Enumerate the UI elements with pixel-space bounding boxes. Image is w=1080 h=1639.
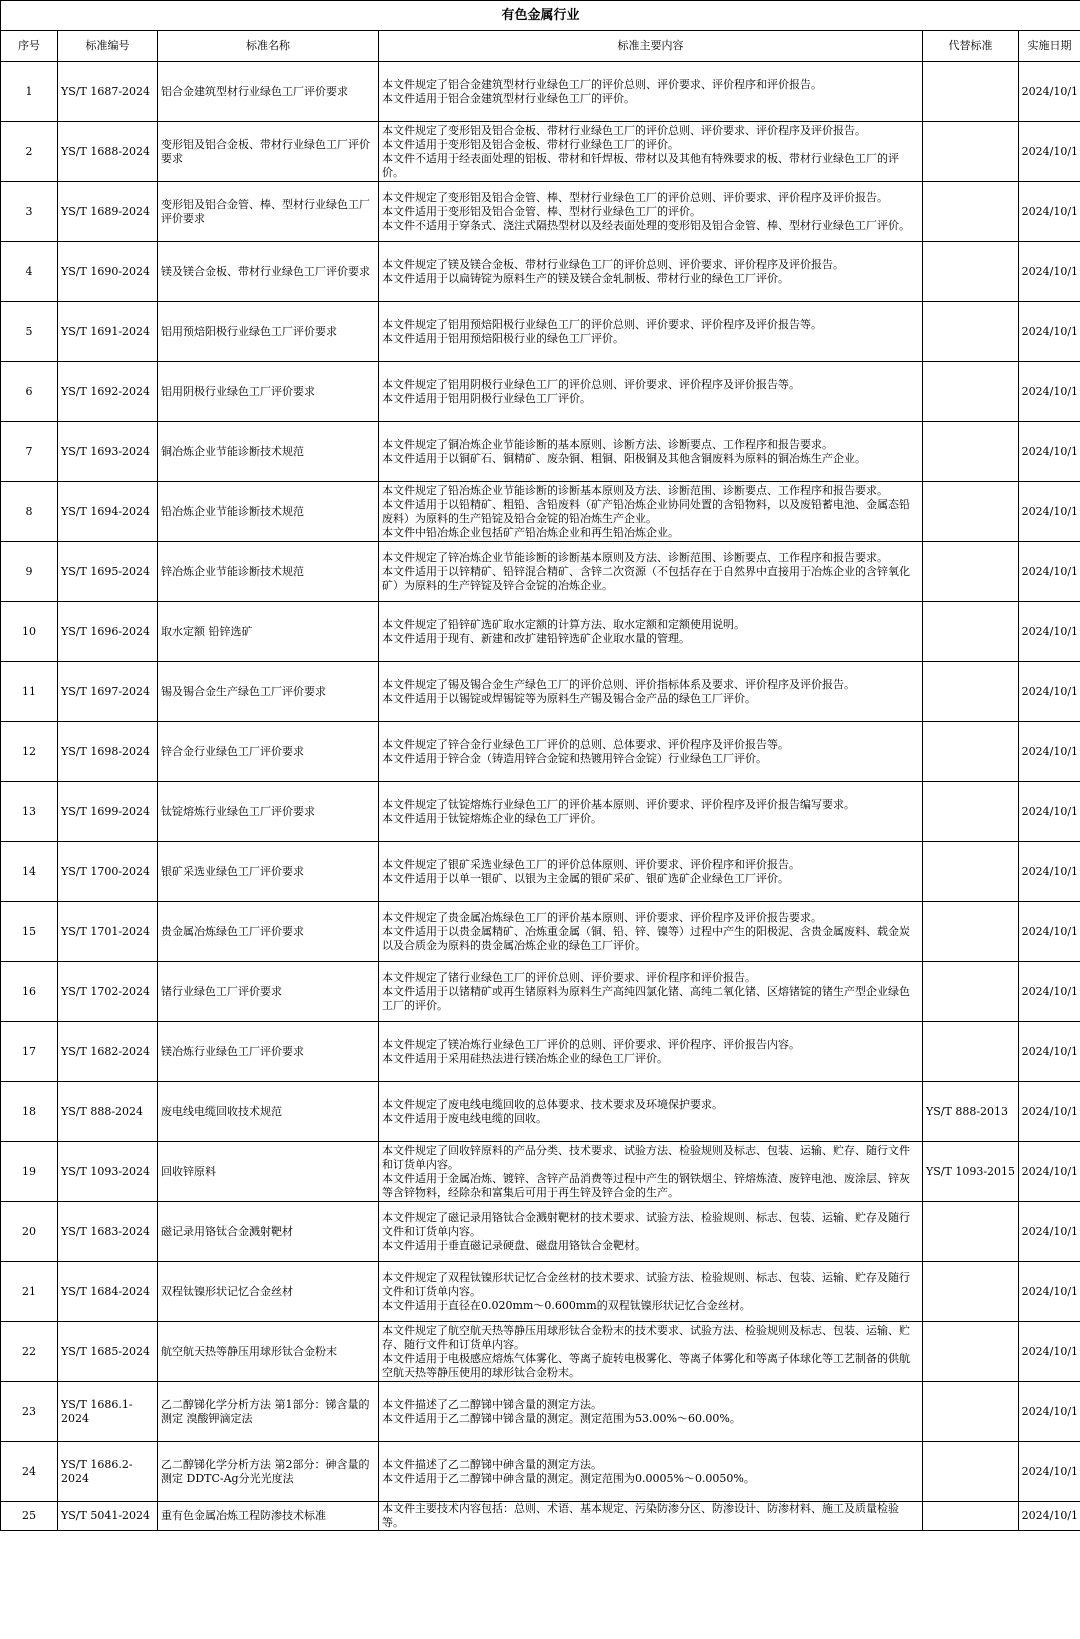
cell-standard-name: 锌冶炼企业节能诊断技术规范 bbox=[158, 542, 379, 602]
content-line: 本文件适用于铝用预焙阳极行业的绿色工厂评价。 bbox=[382, 331, 624, 345]
table-row bbox=[1, 362, 1080, 422]
cell-standard-name: 银矿采选业绿色工厂评价要求 bbox=[158, 842, 379, 902]
cell-content bbox=[379, 722, 923, 782]
cell-replaces bbox=[923, 242, 1019, 302]
cell-replaces bbox=[923, 722, 1019, 782]
cell-replaces bbox=[923, 182, 1019, 242]
cell-seq: 5 bbox=[1, 302, 58, 362]
cell-date: 2024/10/1 bbox=[1019, 1502, 1080, 1531]
cell-content bbox=[379, 362, 923, 422]
cell-content bbox=[379, 62, 923, 122]
cell-standard-name: 重有色金属冶炼工程防渗技术标准 bbox=[158, 1502, 379, 1531]
cell-replaces bbox=[923, 422, 1019, 482]
cell-standard-name: 钛锭熔炼行业绿色工厂评价要求 bbox=[158, 782, 379, 842]
cell-replaces: YS/T 1093-2015 bbox=[923, 1142, 1019, 1202]
cell-seq: 8 bbox=[1, 482, 58, 542]
cell-standard-number: YS/T 1684-2024 bbox=[58, 1262, 158, 1322]
cell-standard-name: 变形铝及铝合金板、带材行业绿色工厂评价要求 bbox=[158, 122, 379, 182]
cell-date: 2024/10/1 bbox=[1019, 1202, 1080, 1262]
cell-replaces bbox=[923, 842, 1019, 902]
content-line: 本文件适用于锌合金（铸造用锌合金锭和热镀用锌合金锭）行业绿色工厂评价。 bbox=[382, 751, 767, 765]
content-line: 本文件规定了回收锌原料的产品分类、技术要求、试验方法、检验规则及标志、包装、运输、贮存、随行文件和订货单内容。 bbox=[382, 1143, 910, 1171]
cell-standard-number: YS/T 1689-2024 bbox=[58, 182, 158, 242]
cell-content bbox=[379, 1082, 923, 1142]
cell-seq: 3 bbox=[1, 182, 58, 242]
cell-standard-number: YS/T 888-2024 bbox=[58, 1082, 158, 1142]
cell-replaces bbox=[923, 602, 1019, 662]
cell-standard-name: 铝用阴极行业绿色工厂评价要求 bbox=[158, 362, 379, 422]
cell-seq: 19 bbox=[1, 1142, 58, 1202]
content-line: 本文件适用于铝合金建筑型材行业绿色工厂的评价。 bbox=[382, 91, 635, 105]
cell-standard-number: YS/T 1699-2024 bbox=[58, 782, 158, 842]
cell-seq: 24 bbox=[1, 1442, 58, 1502]
cell-seq: 9 bbox=[1, 542, 58, 602]
content-line: 本文件规定了镁冶炼行业绿色工厂评价的总则、评价要求、评价程序、评价报告内容。 bbox=[382, 1037, 800, 1051]
cell-standard-name: 取水定额 铅锌选矿 bbox=[158, 602, 379, 662]
cell-content bbox=[379, 1022, 923, 1082]
content-line: 本文件规定了铜冶炼企业节能诊断的基本原则、诊断方法、诊断要点、工作程序和报告要求。 bbox=[382, 437, 833, 451]
cell-replaces bbox=[923, 542, 1019, 602]
content-line: 本文件规定了锌冶炼企业节能诊断的诊断基本原则及方法、诊断范围、诊断要点、工作程序和报告要求。 bbox=[382, 550, 888, 564]
cell-content bbox=[379, 782, 923, 842]
cell-content bbox=[379, 1262, 923, 1322]
cell-date: 2024/10/1 bbox=[1019, 1142, 1080, 1202]
table-row bbox=[1, 122, 1080, 182]
content-line: 本文件中铅冶炼企业包括矿产铅冶炼企业和再生铅冶炼企业。 bbox=[382, 525, 679, 539]
cell-standard-number: YS/T 1686.2-2024 bbox=[58, 1442, 158, 1502]
cell-content bbox=[379, 1322, 923, 1382]
content-line: 本文件适用于废电线电缆的回收。 bbox=[382, 1111, 547, 1125]
cell-seq: 6 bbox=[1, 362, 58, 422]
cell-standard-name: 铅冶炼企业节能诊断技术规范 bbox=[158, 482, 379, 542]
content-line: 本文件规定了银矿采选业绿色工厂的评价总体原则、评价要求、评价程序和评价报告。 bbox=[382, 857, 800, 871]
content-line: 本文件规定了铝合金建筑型材行业绿色工厂的评价总则、评价要求、评价程序和评价报告。 bbox=[382, 77, 822, 91]
cell-content bbox=[379, 242, 923, 302]
content-line: 本文件适用于以铜矿石、铜精矿、废杂铜、粗铜、阳极铜及其他含铜废料为原料的铜冶炼生产企业。 bbox=[382, 451, 866, 465]
content-line: 本文件适用于以扁铸锭为原料生产的镁及镁合金轧制板、带材行业的绿色工厂评价。 bbox=[382, 271, 789, 285]
header-number: 标准编号 bbox=[58, 31, 158, 62]
cell-replaces bbox=[923, 1322, 1019, 1382]
cell-seq: 13 bbox=[1, 782, 58, 842]
cell-seq: 20 bbox=[1, 1202, 58, 1262]
content-line: 本文件适用于以贵金属精矿、冶炼重金属（铜、铅、锌、镍等）过程中产生的阳极泥、含贵金属废料、载金炭以及合质金为原料的贵金属冶炼企业的绿色工厂评价。 bbox=[382, 924, 910, 952]
cell-standard-name: 双程钛镍形状记忆合金丝材 bbox=[158, 1262, 379, 1322]
content-line: 本文件适用于垂直磁记录硬盘、磁盘用铬钛合金靶材。 bbox=[382, 1238, 646, 1252]
cell-date: 2024/10/1 bbox=[1019, 1442, 1080, 1502]
cell-seq: 12 bbox=[1, 722, 58, 782]
cell-standard-number: YS/T 1686.1-2024 bbox=[58, 1382, 158, 1442]
cell-standard-number: YS/T 1687-2024 bbox=[58, 62, 158, 122]
cell-standard-number: YS/T 1688-2024 bbox=[58, 122, 158, 182]
table-row bbox=[1, 242, 1080, 302]
cell-standard-number: YS/T 1690-2024 bbox=[58, 242, 158, 302]
content-line: 本文件描述了乙二醇锑中砷含量的测定方法。 bbox=[382, 1457, 602, 1471]
content-line: 本文件适用于以锗精矿或再生锗原料为原料生产高纯四氯化锗、高纯二氧化锗、区熔锗锭的锗生产型企业绿色工厂的评价。 bbox=[382, 984, 910, 1012]
content-line: 本文件不适用于经表面处理的铝板、带材和钎焊板、带材以及其他有特殊要求的板、带材行业绿色工厂的评价。 bbox=[382, 151, 899, 179]
table-row bbox=[1, 1382, 1080, 1442]
cell-date: 2024/10/1 bbox=[1019, 1262, 1080, 1322]
table-row bbox=[1, 542, 1080, 602]
cell-replaces bbox=[923, 1202, 1019, 1262]
content-line: 本文件不适用于穿条式、浇注式隔热型材以及经表面处理的变形铝及铝合金管、棒、型材行业绿色工厂评价。 bbox=[382, 218, 910, 232]
content-line: 本文件规定了铅锌矿选矿取水定额的计算方法、取水定额和定额使用说明。 bbox=[382, 617, 745, 631]
cell-standard-number: YS/T 1093-2024 bbox=[58, 1142, 158, 1202]
cell-standard-number: YS/T 1692-2024 bbox=[58, 362, 158, 422]
cell-content bbox=[379, 1382, 923, 1442]
cell-date: 2024/10/1 bbox=[1019, 1382, 1080, 1442]
cell-standard-name: 乙二醇锑化学分析方法 第2部分：砷含量的测定 DDTC-Ag分光光度法 bbox=[158, 1442, 379, 1502]
cell-date: 2024/10/1 bbox=[1019, 182, 1080, 242]
cell-replaces bbox=[923, 782, 1019, 842]
cell-replaces bbox=[923, 1502, 1019, 1531]
cell-standard-number: YS/T 1702-2024 bbox=[58, 962, 158, 1022]
content-line: 本文件适用于金属冶炼、镀锌、含锌产品消费等过程中产生的钢铁烟尘、锌熔炼渣、废锌电池、废涂层、锌灰等含锌物料，经除杂和富集后可用于再生锌及锌合金的生产。 bbox=[382, 1171, 910, 1199]
cell-content bbox=[379, 902, 923, 962]
content-line: 本文件规定了钛锭熔炼行业绿色工厂的评价基本原则、评价要求、评价程序及评价报告编写要求。 bbox=[382, 797, 855, 811]
content-line: 本文件适用于以锡锭或焊锡锭等为原料生产锡及锡合金产品的绿色工厂评价。 bbox=[382, 691, 756, 705]
content-line: 本文件适用于以铅精矿、粗铅、含铅废料（矿产铅冶炼企业协同处置的含铅物料，以及废铅蓄电池、金属态铅废料）为原料的生产铅锭及铅合金锭的铅冶炼生产企业。 bbox=[382, 497, 910, 525]
cell-standard-number: YS/T 1691-2024 bbox=[58, 302, 158, 362]
content-line: 本文件规定了锡及锡合金生产绿色工厂的评价总则、评价指标体系及要求、评价程序及评价报告。 bbox=[382, 677, 855, 691]
content-line: 本文件规定了铝用预焙阳极行业绿色工厂的评价总则、评价要求、评价程序及评价报告等。 bbox=[382, 317, 822, 331]
cell-standard-name: 回收锌原料 bbox=[158, 1142, 379, 1202]
content-line: 本文件规定了变形铝及铝合金管、棒、型材行业绿色工厂的评价总则、评价要求、评价程序及评价报告。 bbox=[382, 190, 888, 204]
cell-replaces bbox=[923, 362, 1019, 422]
cell-content bbox=[379, 482, 923, 542]
cell-replaces bbox=[923, 122, 1019, 182]
header-date: 实施日期 bbox=[1019, 31, 1080, 62]
table-row bbox=[1, 1202, 1080, 1262]
content-line: 本文件规定了铅冶炼企业节能诊断的诊断基本原则及方法、诊断范围、诊断要点、工作程序和报告要求。 bbox=[382, 483, 888, 497]
cell-date: 2024/10/1 bbox=[1019, 422, 1080, 482]
cell-seq: 21 bbox=[1, 1262, 58, 1322]
cell-date: 2024/10/1 bbox=[1019, 362, 1080, 422]
cell-standard-name: 乙二醇锑化学分析方法 第1部分：锑含量的测定 溴酸钾滴定法 bbox=[158, 1382, 379, 1442]
cell-replaces bbox=[923, 1262, 1019, 1322]
cell-seq: 22 bbox=[1, 1322, 58, 1382]
cell-standard-number: YS/T 1697-2024 bbox=[58, 662, 158, 722]
table-row bbox=[1, 482, 1080, 542]
cell-replaces bbox=[923, 62, 1019, 122]
cell-content bbox=[379, 962, 923, 1022]
cell-date: 2024/10/1 bbox=[1019, 542, 1080, 602]
cell-content bbox=[379, 1202, 923, 1262]
cell-content bbox=[379, 842, 923, 902]
cell-standard-name: 镁冶炼行业绿色工厂评价要求 bbox=[158, 1022, 379, 1082]
cell-standard-name: 锡及锡合金生产绿色工厂评价要求 bbox=[158, 662, 379, 722]
table-row bbox=[1, 1262, 1080, 1322]
cell-date: 2024/10/1 bbox=[1019, 302, 1080, 362]
cell-date: 2024/10/1 bbox=[1019, 842, 1080, 902]
cell-standard-number: YS/T 1683-2024 bbox=[58, 1202, 158, 1262]
cell-seq: 16 bbox=[1, 962, 58, 1022]
cell-standard-number: YS/T 1695-2024 bbox=[58, 542, 158, 602]
content-line: 本文件规定了磁记录用铬钛合金溅射靶材的技术要求、试验方法、检验规则、标志、包装、运输、贮存及随行文件和订货单内容。 bbox=[382, 1210, 910, 1238]
cell-replaces bbox=[923, 662, 1019, 722]
cell-date: 2024/10/1 bbox=[1019, 1322, 1080, 1382]
header-name: 标准名称 bbox=[158, 31, 379, 62]
content-line: 本文件规定了锗行业绿色工厂的评价总则、评价要求、评价程序和评价报告。 bbox=[382, 970, 756, 984]
table-row bbox=[1, 962, 1080, 1022]
content-line: 本文件规定了变形铝及铝合金板、带材行业绿色工厂的评价总则、评价要求、评价程序及评价报告。 bbox=[382, 123, 866, 137]
cell-seq: 15 bbox=[1, 902, 58, 962]
content-line: 本文件适用于直径在0.020mm～0.600mm的双程钛镍形状记忆合金丝材。 bbox=[382, 1298, 751, 1312]
cell-seq: 25 bbox=[1, 1502, 58, 1531]
cell-seq: 1 bbox=[1, 62, 58, 122]
cell-standard-number: YS/T 5041-2024 bbox=[58, 1502, 158, 1531]
table-row bbox=[1, 602, 1080, 662]
cell-seq: 7 bbox=[1, 422, 58, 482]
cell-standard-number: YS/T 1700-2024 bbox=[58, 842, 158, 902]
cell-standard-name: 航空航天热等静压用球形钛合金粉末 bbox=[158, 1322, 379, 1382]
cell-standard-name: 锗行业绿色工厂评价要求 bbox=[158, 962, 379, 1022]
table-row bbox=[1, 422, 1080, 482]
cell-replaces bbox=[923, 902, 1019, 962]
table-row bbox=[1, 1022, 1080, 1082]
table-row bbox=[1, 662, 1080, 722]
header-seq: 序号 bbox=[1, 31, 58, 62]
cell-date: 2024/10/1 bbox=[1019, 122, 1080, 182]
cell-seq: 17 bbox=[1, 1022, 58, 1082]
cell-standard-number: YS/T 1685-2024 bbox=[58, 1322, 158, 1382]
cell-standard-number: YS/T 1693-2024 bbox=[58, 422, 158, 482]
cell-date: 2024/10/1 bbox=[1019, 1022, 1080, 1082]
cell-standard-name: 贵金属冶炼绿色工厂评价要求 bbox=[158, 902, 379, 962]
cell-replaces bbox=[923, 962, 1019, 1022]
table-row bbox=[1, 182, 1080, 242]
cell-date: 2024/10/1 bbox=[1019, 662, 1080, 722]
cell-content bbox=[379, 422, 923, 482]
cell-standard-name: 磁记录用铬钛合金溅射靶材 bbox=[158, 1202, 379, 1262]
cell-content bbox=[379, 1442, 923, 1502]
cell-date: 2024/10/1 bbox=[1019, 482, 1080, 542]
cell-replaces: YS/T 888-2013 bbox=[923, 1082, 1019, 1142]
content-line: 本文件规定了废电线电缆回收的总体要求、技术要求及环境保护要求。 bbox=[382, 1097, 723, 1111]
table-row bbox=[1, 902, 1080, 962]
cell-replaces bbox=[923, 1022, 1019, 1082]
content-line: 本文件适用于乙二醇锑中砷含量的测定。测定范围为0.0005%～0.0050%。 bbox=[382, 1471, 755, 1485]
cell-date: 2024/10/1 bbox=[1019, 782, 1080, 842]
content-line: 本文件规定了镁及镁合金板、带材行业绿色工厂的评价总则、评价要求、评价程序及评价报告。 bbox=[382, 257, 844, 271]
cell-content bbox=[379, 1502, 923, 1531]
cell-content bbox=[379, 122, 923, 182]
cell-seq: 23 bbox=[1, 1382, 58, 1442]
cell-replaces bbox=[923, 1442, 1019, 1502]
cell-content bbox=[379, 542, 923, 602]
cell-content bbox=[379, 602, 923, 662]
cell-standard-name: 铝用预焙阳极行业绿色工厂评价要求 bbox=[158, 302, 379, 362]
cell-content bbox=[379, 302, 923, 362]
content-line: 本文件适用于以单一银矿、以银为主金属的银矿采矿、银矿选矿企业绿色工厂评价。 bbox=[382, 871, 789, 885]
cell-seq: 18 bbox=[1, 1082, 58, 1142]
cell-standard-number: YS/T 1698-2024 bbox=[58, 722, 158, 782]
cell-date: 2024/10/1 bbox=[1019, 722, 1080, 782]
table-row bbox=[1, 782, 1080, 842]
content-line: 本文件规定了铝用阴极行业绿色工厂的评价总则、评价要求、评价程序及评价报告等。 bbox=[382, 377, 800, 391]
table-row bbox=[1, 1322, 1080, 1382]
header-replaces: 代替标准 bbox=[923, 31, 1019, 62]
content-line: 本文件适用于变形铝及铝合金管、棒、型材行业绿色工厂的评价。 bbox=[382, 204, 701, 218]
table-row bbox=[1, 1142, 1080, 1202]
content-line: 本文件适用于变形铝及铝合金板、带材行业绿色工厂的评价。 bbox=[382, 137, 679, 151]
cell-content bbox=[379, 662, 923, 722]
cell-replaces bbox=[923, 1382, 1019, 1442]
content-line: 本文件适用于现有、新建和改扩建铅锌选矿企业取水量的管理。 bbox=[382, 631, 690, 645]
content-line: 本文件适用于铝用阴极行业绿色工厂评价。 bbox=[382, 391, 591, 405]
cell-standard-number: YS/T 1701-2024 bbox=[58, 902, 158, 962]
cell-content bbox=[379, 182, 923, 242]
cell-standard-name: 废电线电缆回收技术规范 bbox=[158, 1082, 379, 1142]
cell-seq: 4 bbox=[1, 242, 58, 302]
header-content: 标准主要内容 bbox=[379, 31, 923, 62]
cell-seq: 11 bbox=[1, 662, 58, 722]
table-row bbox=[1, 1082, 1080, 1142]
cell-standard-name: 铜冶炼企业节能诊断技术规范 bbox=[158, 422, 379, 482]
cell-standard-number: YS/T 1682-2024 bbox=[58, 1022, 158, 1082]
table-row bbox=[1, 1442, 1080, 1502]
content-line: 本文件规定了锌合金行业绿色工厂评价的总则、总体要求、评价程序及评价报告等。 bbox=[382, 737, 789, 751]
cell-date: 2024/10/1 bbox=[1019, 902, 1080, 962]
cell-date: 2024/10/1 bbox=[1019, 62, 1080, 122]
cell-date: 2024/10/1 bbox=[1019, 962, 1080, 1022]
cell-replaces bbox=[923, 482, 1019, 542]
content-line: 本文件适用于钛锭熔炼企业的绿色工厂评价。 bbox=[382, 811, 602, 825]
content-line: 本文件适用于以锌精矿、铅锌混合精矿、含锌二次资源（不包括存在于自然界中直接用于冶炼企业的含锌氧化矿）为原料的生产锌锭及锌合金锭的冶炼企业。 bbox=[382, 564, 910, 592]
cell-seq: 2 bbox=[1, 122, 58, 182]
table-row bbox=[1, 722, 1080, 782]
content-line: 本文件适用于乙二醇锑中锑含量的测定。测定范围为53.00%～60.00%。 bbox=[382, 1411, 741, 1425]
content-line: 本文件主要技术内容包括：总则、术语、基本规定、污染防渗分区、防渗设计、防渗材料、施工及质量检验等。 bbox=[382, 1502, 899, 1529]
content-line: 本文件规定了航空航天热等静压用球形钛合金粉末的技术要求、试验方法、检验规则及标志、包装、运输、贮存、随行文件和订货单内容。 bbox=[382, 1323, 910, 1351]
content-line: 本文件适用于采用硅热法进行镁冶炼企业的绿色工厂评价。 bbox=[382, 1051, 668, 1065]
table-row bbox=[1, 302, 1080, 362]
content-line: 本文件规定了贵金属冶炼绿色工厂的评价基本原则、评价要求、评价程序及评价报告要求。 bbox=[382, 910, 822, 924]
cell-standard-number: YS/T 1694-2024 bbox=[58, 482, 158, 542]
table-row bbox=[1, 62, 1080, 122]
cell-replaces bbox=[923, 302, 1019, 362]
table-row bbox=[1, 842, 1080, 902]
cell-date: 2024/10/1 bbox=[1019, 1082, 1080, 1142]
table-title: 有色金属行业 bbox=[1, 1, 1080, 31]
cell-seq: 14 bbox=[1, 842, 58, 902]
cell-date: 2024/10/1 bbox=[1019, 602, 1080, 662]
cell-standard-name: 变形铝及铝合金管、棒、型材行业绿色工厂评价要求 bbox=[158, 182, 379, 242]
cell-standard-number: YS/T 1696-2024 bbox=[58, 602, 158, 662]
cell-standard-name: 铝合金建筑型材行业绿色工厂评价要求 bbox=[158, 62, 379, 122]
cell-standard-name: 锌合金行业绿色工厂评价要求 bbox=[158, 722, 379, 782]
cell-content bbox=[379, 1142, 923, 1202]
content-line: 本文件适用于电极感应熔炼气体雾化、等离子旋转电极雾化、等离子体雾化和等离子体球化等工艺制备的供航空航天热等静压使用的球形钛合金粉末。 bbox=[382, 1351, 910, 1379]
cell-seq: 10 bbox=[1, 602, 58, 662]
header-row bbox=[1, 31, 1080, 62]
cell-standard-name: 镁及镁合金板、带材行业绿色工厂评价要求 bbox=[158, 242, 379, 302]
content-line: 本文件描述了乙二醇锑中锑含量的测定方法。 bbox=[382, 1397, 602, 1411]
cell-date: 2024/10/1 bbox=[1019, 242, 1080, 302]
content-line: 本文件规定了双程钛镍形状记忆合金丝材的技术要求、试验方法、检验规则、标志、包装、运输、贮存及随行文件和订货单内容。 bbox=[382, 1270, 910, 1298]
table-row bbox=[1, 1502, 1080, 1531]
